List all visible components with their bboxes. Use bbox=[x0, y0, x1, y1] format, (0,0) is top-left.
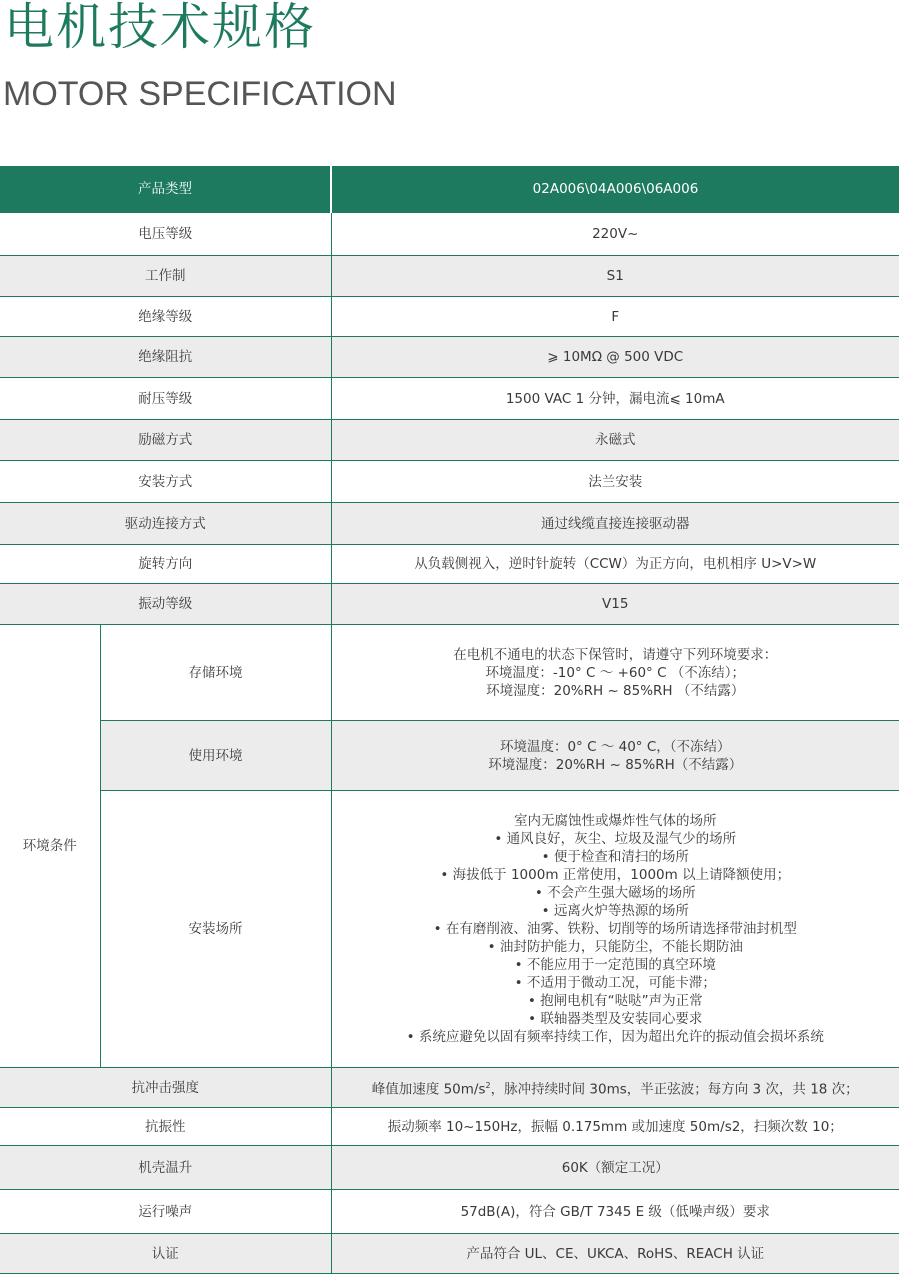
spec-table bbox=[0, 166, 899, 1274]
row-label: 安装方式 bbox=[0, 461, 331, 503]
row-label: 电压等级 bbox=[0, 213, 331, 256]
row-value: 产品符合 UL、CE、UKCA、RoHS、REACH 认证 bbox=[331, 1234, 899, 1274]
text-line: • 联轴器类型及安装同心要求 bbox=[528, 1011, 703, 1027]
table-row bbox=[0, 545, 899, 584]
text-line: • 通风良好，灰尘、垃圾及湿气少的场所 bbox=[494, 831, 737, 847]
table-row bbox=[0, 337, 899, 378]
row-label: 绝缘阻抗 bbox=[0, 337, 331, 378]
table-row bbox=[0, 297, 899, 337]
row-label: 抗振性 bbox=[0, 1108, 331, 1146]
row-label: 振动等级 bbox=[0, 584, 331, 625]
table-header-row bbox=[0, 166, 899, 213]
text-line: • 不能应用于一定范围的真空环境 bbox=[514, 957, 716, 973]
row-value: 振动频率 10~150Hz，振幅 0.175mm 或加速度 50m/s2，扫频次数 10； bbox=[331, 1108, 899, 1146]
environment-label: 环境条件 bbox=[0, 625, 100, 1068]
table-row-usage bbox=[0, 721, 899, 791]
table-row bbox=[0, 1068, 899, 1108]
install-lines bbox=[331, 791, 899, 1068]
table-row bbox=[0, 503, 899, 545]
row-label: 绝缘等级 bbox=[0, 297, 331, 337]
row-value: 57dB(A)，符合 GB/T 7345 E 级（低噪声级）要求 bbox=[331, 1190, 899, 1234]
text-line: • 便于检查和清扫的场所 bbox=[541, 849, 689, 865]
row-value: 60K（额定工况） bbox=[331, 1146, 899, 1190]
table-row bbox=[0, 1234, 899, 1274]
value-part: 峰值加速度 50m/s bbox=[371, 1081, 486, 1098]
row-label: 旋转方向 bbox=[0, 545, 331, 584]
row-value: F bbox=[331, 297, 899, 337]
text-line: 在电机不通电的状态下保管时，请遵守下列环境要求： bbox=[453, 646, 778, 663]
row-label: 存储环境 bbox=[100, 625, 331, 721]
text-line: • 抱闸电机有“哒哒”声为正常 bbox=[527, 993, 703, 1009]
row-label: 运行噪声 bbox=[0, 1190, 331, 1234]
storage-lines bbox=[331, 625, 899, 721]
value-part: ，脉冲持续时间 30ms，半正弦波；每方向 3 次，共 18 次； bbox=[490, 1081, 859, 1098]
text-line: • 远离火炉等热源的场所 bbox=[541, 903, 689, 919]
text-line: • 系统应避免以固有频率持续工作，因为超出允许的振动值会损坏系统 bbox=[406, 1029, 824, 1045]
row-label: 驱动连接方式 bbox=[0, 503, 331, 545]
row-value: 法兰安装 bbox=[331, 461, 899, 503]
row-label: 工作制 bbox=[0, 256, 331, 297]
header-value: 02A006\04A006\06A006 bbox=[331, 166, 899, 213]
row-value: ⩾ 10MΩ @ 500 VDC bbox=[331, 337, 899, 378]
text-line: • 油封防护能力，只能防尘，不能长期防油 bbox=[487, 939, 743, 955]
row-value: 1500 VAC 1 分钟，漏电流⩽ 10mA bbox=[331, 378, 899, 420]
table-row-install bbox=[0, 791, 899, 1068]
row-value: 从负载侧视入，逆时针旋转（CCW）为正方向，电机相序 U>V>W bbox=[331, 545, 899, 584]
row-value: 通过线缆直接连接驱动器 bbox=[331, 503, 899, 545]
superscript: 2 bbox=[485, 1080, 491, 1090]
usage-lines bbox=[331, 721, 899, 791]
text-line: • 不适用于微动工况，可能卡滞； bbox=[514, 975, 716, 991]
table-row bbox=[0, 1108, 899, 1146]
text-line: • 不会产生强大磁场的场所 bbox=[534, 885, 696, 901]
text-line: 环境温度：0° C ～ 40° C，（不冻结） bbox=[499, 738, 731, 755]
table-row bbox=[0, 1146, 899, 1190]
page-subtitle: MOTOR SPECIFICATION bbox=[3, 75, 397, 113]
table-row bbox=[0, 213, 899, 256]
header-label: 产品类型 bbox=[0, 166, 331, 213]
text-line: 环境温度：-10° C ～ +60° C （不冻结）； bbox=[485, 664, 746, 681]
row-value: V15 bbox=[331, 584, 899, 625]
table-row bbox=[0, 420, 899, 461]
page-title: 电机技术规格 bbox=[4, 0, 316, 56]
table-row-storage bbox=[0, 625, 899, 721]
table-row bbox=[0, 584, 899, 625]
row-label: 安装场所 bbox=[100, 791, 331, 1068]
table-row bbox=[0, 378, 899, 420]
text-line: 室内无腐蚀性或爆炸性气体的场所 bbox=[514, 813, 717, 829]
row-value: 永磁式 bbox=[331, 420, 899, 461]
row-value bbox=[331, 1068, 899, 1108]
row-value: 220V~ bbox=[331, 213, 899, 256]
row-label: 认证 bbox=[0, 1234, 331, 1274]
row-label: 抗冲击强度 bbox=[0, 1068, 331, 1108]
table-row bbox=[0, 256, 899, 297]
table-row bbox=[0, 1190, 899, 1234]
row-value: S1 bbox=[331, 256, 899, 297]
text-line: • 在有磨削液、油雾、铁粉、切削等的场所请选择带油封机型 bbox=[433, 921, 797, 937]
text-line: • 海拔低于 1000m 正常使用，1000m 以上请降额使用； bbox=[440, 867, 791, 883]
table-row bbox=[0, 461, 899, 503]
row-label: 耐压等级 bbox=[0, 378, 331, 420]
row-label: 使用环境 bbox=[100, 721, 331, 791]
text-line: 环境湿度：20%RH ~ 85%RH（不结露） bbox=[488, 756, 743, 773]
row-label: 机壳温升 bbox=[0, 1146, 331, 1190]
row-label: 励磁方式 bbox=[0, 420, 331, 461]
text-line: 环境湿度：20%RH ~ 85%RH （不结露） bbox=[486, 682, 745, 699]
